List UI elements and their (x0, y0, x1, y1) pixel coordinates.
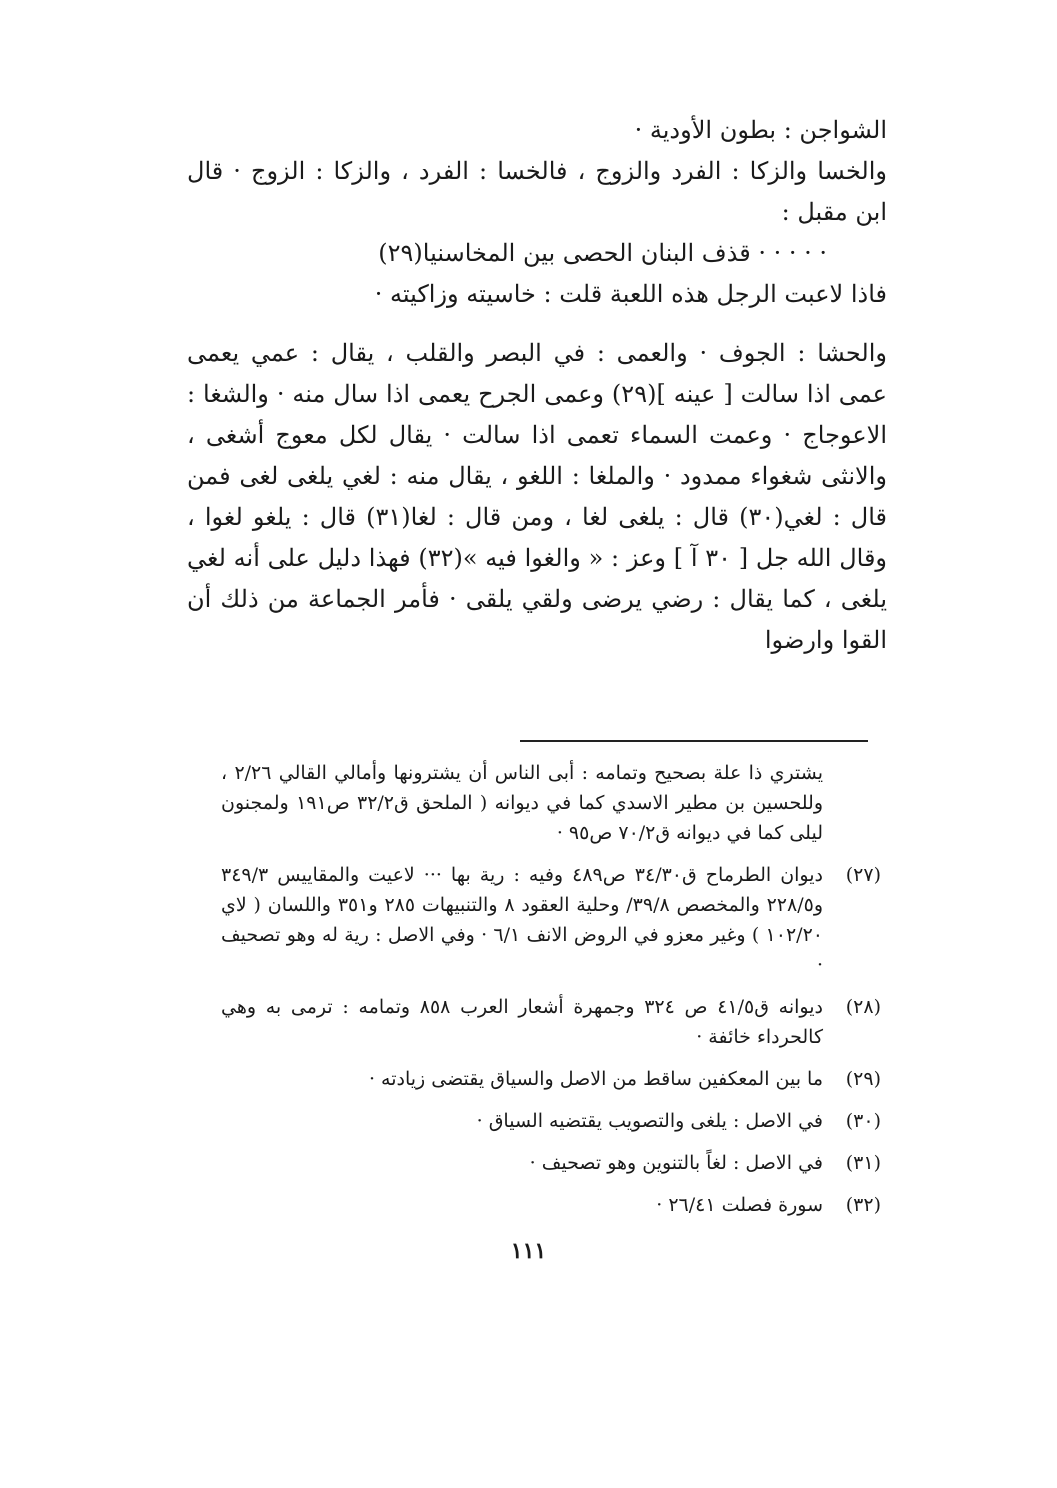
footnote-number: (٣١) (845, 1152, 881, 1174)
footnote-text: في الاصل : لغاً بالتنوين وهو تصحيف · (529, 1152, 823, 1174)
footnote-30 (221, 1106, 881, 1136)
footnote-continuation (221, 758, 881, 848)
footnote-text: يشتري ذا علة بصحيح وتمامه : أبى الناس أن يشترونها وأمالي القالي ٢/٢٦ ، وللحسين بن مطير الاسدي كما في ديوانه ( الملحق ق٣٢/٢ ص١٩١ ولمجنون ليلى كما في ديوانه ق٧٠/٢ ص٩٥ · (221, 762, 823, 844)
footnote-text: في الاصل : يلغى والتصويب يقتضيه السياق · (476, 1110, 823, 1132)
main-text (187, 110, 887, 661)
footnote-31 (221, 1148, 881, 1178)
footnote-29 (221, 1064, 881, 1094)
verse-line: · · · · · قذف البنان الحصى بين المخاسنيا(٢٩) (378, 239, 827, 267)
paragraph-laabta: فاذا لاعبت الرجل هذه اللعبة قلت : خاسيته وزاكيته · (374, 280, 887, 308)
footnote-text: ديوانه ق٤١/٥ ص ٣٢٤ وجمهرة أشعار العرب ٨٥٨ وتمامه : ترمى به وهي كالحرداء خائفة · (221, 996, 823, 1048)
footnote-text: سورة فصلت ٢٦/٤١ · (656, 1194, 823, 1216)
paragraph-shawajin: الشواجن : بطون الأودية · (634, 116, 887, 144)
footnote-number: (٣٢) (845, 1194, 881, 1216)
footnote-number: (٢٧) (845, 864, 881, 886)
footnote-28 (221, 992, 881, 1052)
paragraph-khasa: والخسا والزكا : الفرد والزوج ، فالخسا : الفرد ، والزكا : الزوج · قال ابن مقبل : (187, 157, 887, 226)
footnote-separator (520, 740, 868, 742)
footnote-number: (٢٨) (845, 996, 881, 1018)
footnote-text: ديوان الطرماح ق٣٤/٣٠ ص٤٨٩ وفيه : رية بها ··· لاعيت والمقاييس ٣٤٩/٣ و٢٢٨/٥ والمخصص ٣٩/٨/ وحلية العقود ٨ والتنبيهات ٢٨٥ و٣٥١ واللسان ( لاي ١٠٢/٢٠ ) وغير معزو في الروض الانف ٦/١ · وفي الاصل : رية له وهو تصحيف · (221, 864, 823, 976)
footnote-text: ما بين المعكفين ساقط من الاصل والسياق يقتضى زيادته · (368, 1068, 823, 1090)
page-number: ١١١ (510, 1238, 547, 1264)
footnote-32 (221, 1190, 881, 1220)
paragraph-hasha: والحشا : الجوف · والعمى : في البصر والقلب ، يقال : عمي يعمى عمى اذا سالت [ عينه ](٢٩) وعمى الجرح يعمى اذا سال منه · والشغا : الاعوجاج · وعمت السماء تعمى اذا سالت · يقال لكل معوج أشغى ، والانثى شغواء ممدود · والملغا : اللغو ، يقال منه : لغي يلغى لغى فمن قال : لغي(٣٠) قال : يلغى لغا ، ومن قال : لغا(٣١) قال : يلغو لغوا ، وقال الله جل [ ٣٠ آ ] وعز : « والغوا فيه »(٣٢) فهذا دليل على أنه لغي يلغى ، كما يقال : رضي يرضى ولقي يلقى · فأمر الجماعة من ذلك أن القوا وارضوا (187, 339, 888, 654)
footnote-number: (٢٩) (845, 1068, 881, 1090)
footnote-27 (221, 860, 881, 980)
footnotes (221, 758, 881, 1232)
footnote-number: (٣٠) (845, 1110, 881, 1132)
